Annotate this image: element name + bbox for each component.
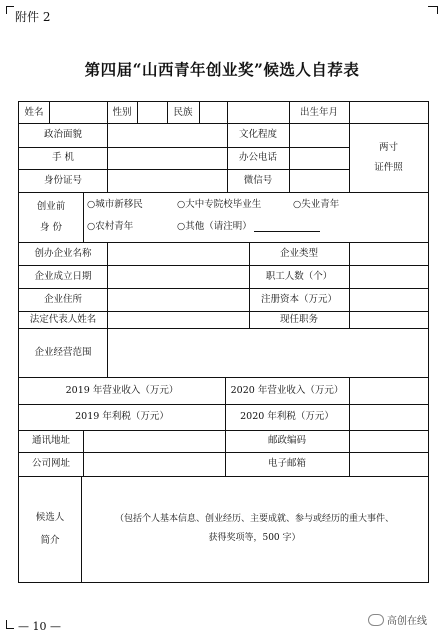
corner-mark <box>6 628 14 629</box>
self-nomination-form <box>18 101 429 583</box>
tax-2020-input[interactable] <box>349 404 428 430</box>
intro-label-line1: 候选人 <box>35 511 65 523</box>
photo-label-1: 两寸 <box>378 142 398 154</box>
option-other-label: ○其他（请注明） <box>177 221 252 233</box>
mail-address-input[interactable] <box>83 430 225 452</box>
scope-input[interactable] <box>107 328 428 377</box>
watermark-text: 高创在线 <box>387 616 427 627</box>
wechat-input[interactable] <box>289 169 349 192</box>
postcode-label: 邮政编码 <box>267 435 306 447</box>
gender-input[interactable] <box>137 102 167 123</box>
reg-capital-input[interactable] <box>349 288 428 311</box>
postcode-input[interactable] <box>349 430 428 452</box>
position-label: 现任职务 <box>279 313 318 325</box>
company-type-label: 企业类型 <box>279 247 318 259</box>
revenue-2019-label: 2019 年营业收入（万元） <box>65 384 179 396</box>
address-input[interactable] <box>107 288 249 311</box>
education-label: 文化程度 <box>238 129 277 141</box>
wechat-icon <box>368 614 384 626</box>
pre-identity-line2: 身 份 <box>39 222 63 233</box>
corner-mark <box>6 620 7 628</box>
form-title: 第四届“山西青年创业奖”候选人自荐表 <box>84 60 360 79</box>
reg-capital-label: 注册资本（万元） <box>260 293 337 305</box>
founded-date-label: 企业成立日期 <box>34 270 92 282</box>
corner-mark <box>6 6 14 7</box>
intro-hint-line2: 获得奖项等，500 字） <box>208 533 301 543</box>
pre-identity-line1: 创业前 <box>36 200 66 212</box>
email-input[interactable] <box>349 452 428 476</box>
legal-rep-input[interactable] <box>107 311 249 328</box>
mobile-input[interactable] <box>107 147 227 169</box>
email-label: 电子邮箱 <box>267 458 306 470</box>
intro-label <box>19 476 81 582</box>
option-unemployed[interactable]: ○失业青年 <box>293 199 340 211</box>
revenue-2020-label: 2020 年营业收入（万元） <box>230 384 344 396</box>
name-label: 姓名 <box>24 106 44 118</box>
birth-label: 出生年月 <box>299 106 338 118</box>
corner-mark <box>6 6 7 14</box>
gender-label: 性别 <box>112 106 132 118</box>
intro-input[interactable] <box>81 476 428 582</box>
photo-label-2: 证件照 <box>374 161 403 173</box>
option-graduate[interactable]: ○大中专院校毕业生 <box>177 199 262 211</box>
name-input[interactable] <box>49 102 107 123</box>
option-other-blank[interactable] <box>254 222 320 232</box>
option-new-migrant[interactable]: ○城市新移民 <box>87 199 143 211</box>
corner-mark <box>437 6 438 14</box>
intro-hint-line1: （包括个人基本信息、创业经历、主要成就、参与或经历的重大事件、 <box>114 514 394 525</box>
education-input[interactable] <box>289 123 349 147</box>
employees-input[interactable] <box>349 265 428 288</box>
scope-label: 企业经营范围 <box>34 346 92 358</box>
office-phone-label: 办公电话 <box>238 152 277 164</box>
position-input[interactable] <box>349 311 428 328</box>
company-name-input[interactable] <box>107 242 249 265</box>
website-input[interactable] <box>83 452 225 476</box>
intro-label-line2: 简介 <box>40 535 60 546</box>
wechat-label: 微信号 <box>243 174 273 186</box>
address-label: 企业住所 <box>43 293 82 305</box>
politics-label: 政治面貌 <box>43 129 82 141</box>
tax-2020-label: 2020 年利税（万元） <box>240 411 334 423</box>
page-number: — 10 — <box>18 620 61 633</box>
politics-input[interactable] <box>107 123 227 147</box>
photo-box[interactable] <box>349 123 428 192</box>
tax-2019-label: 2019 年利税（万元） <box>75 411 169 423</box>
legal-rep-label: 法定代表人姓名 <box>29 313 97 325</box>
mail-address-label: 通讯地址 <box>31 435 70 447</box>
pre-identity-label <box>19 192 83 242</box>
founded-date-input[interactable] <box>107 265 249 288</box>
id-number-input[interactable] <box>107 169 227 192</box>
mobile-label: 手 机 <box>51 152 75 164</box>
employees-label: 职工人数（个） <box>265 270 333 282</box>
ethnicity-input[interactable] <box>199 102 227 123</box>
ethnicity-label: 民族 <box>173 106 193 118</box>
company-type-input[interactable] <box>349 242 428 265</box>
attachment-label: 附件 2 <box>15 10 51 24</box>
option-other[interactable] <box>177 218 357 236</box>
office-phone-input[interactable] <box>289 147 349 169</box>
company-name-label: 创办企业名称 <box>34 247 92 259</box>
page-number-value: 10 <box>32 620 47 633</box>
option-rural-youth[interactable]: ○农村青年 <box>87 221 134 233</box>
revenue-2020-input[interactable] <box>349 377 428 404</box>
birth-input[interactable] <box>227 102 289 123</box>
website-label: 公司网址 <box>31 458 70 470</box>
watermark <box>368 612 427 627</box>
id-number-label: 身份证号 <box>43 174 82 186</box>
